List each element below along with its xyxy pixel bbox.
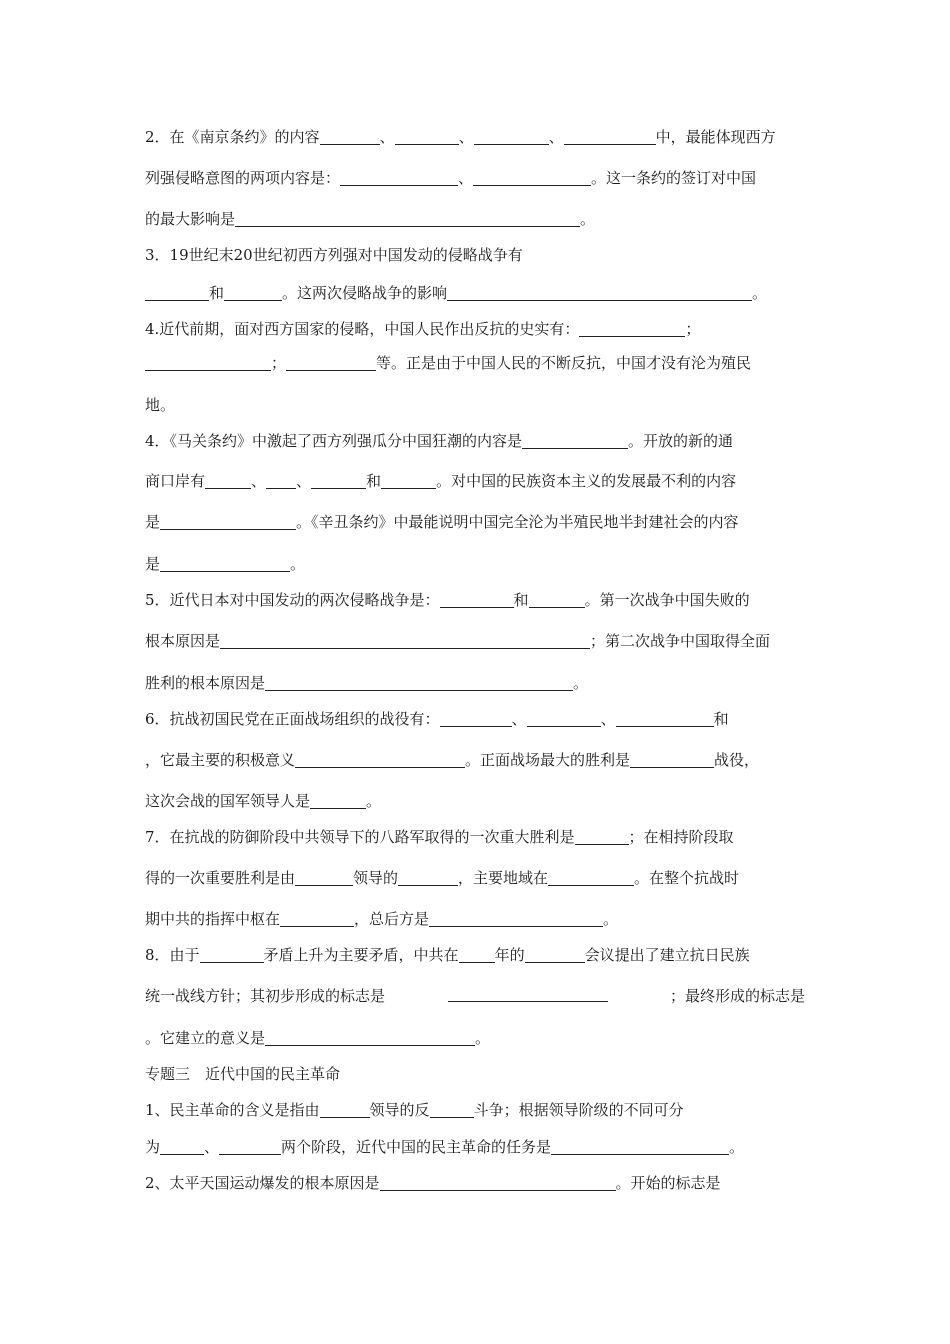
- blank[interactable]: [280, 910, 354, 927]
- q7-line-3: 期中共的指挥中枢在 ，总后方是 。: [145, 910, 619, 928]
- q7-line-1: 7．在抗战的防御阶段中共领导下的八路军取得的一次重大胜利是 ；在相持阶段取: [145, 828, 734, 846]
- q6-line-1: 6．抗战初国民党在正面战场组织的战役有： 、 、 和: [145, 710, 729, 728]
- blank[interactable]: [473, 169, 591, 186]
- blank[interactable]: [429, 910, 603, 927]
- blank[interactable]: [295, 751, 465, 768]
- s1-line-1: 1、民主革命的含义是指由 领导的反 斗争；根据领导阶级的不同可分: [145, 1101, 684, 1119]
- blank[interactable]: [295, 869, 353, 886]
- blank[interactable]: [579, 320, 685, 337]
- blank[interactable]: [200, 946, 264, 963]
- blank[interactable]: [440, 710, 512, 727]
- blank[interactable]: [320, 128, 380, 145]
- q8-line-3: 。它建立的意义是 。: [145, 1029, 491, 1047]
- q2-text: 2．在《南京条约》的内容: [145, 128, 320, 146]
- q8-line-1: 8．由于 矛盾上升为主要矛盾，中共在 年的 会议提出了建立抗日民族: [145, 946, 750, 964]
- blank[interactable]: [219, 1138, 281, 1155]
- q3-line-2: 和 。这两次侵略战争的影响 。: [145, 282, 805, 304]
- q4a-line-2: ； 等。正是由于中国人民的不断反抗，中国才没有沦为殖民: [145, 352, 805, 374]
- q4b-line-2: 商口岸有 、 、 和 。对中国的民族资本主义的发展最不利的内容: [145, 472, 737, 490]
- q5-line-1: 5．近代日本对中国发动的两次侵略战争是： 和 。第一次战争中国失败的: [145, 591, 750, 609]
- blank[interactable]: [380, 1174, 616, 1191]
- blank[interactable]: [630, 751, 714, 768]
- blank[interactable]: [474, 128, 549, 145]
- blank[interactable]: [459, 946, 495, 963]
- blank[interactable]: [395, 128, 459, 145]
- blank[interactable]: [265, 674, 573, 691]
- blank[interactable]: [266, 472, 296, 489]
- q4a-line-1: 4.近代前期，面对西方国家的侵略，中国人民作出反抗的史实有： ；: [145, 320, 701, 338]
- section-title: 专题三 近代中国的民主革命: [145, 1065, 341, 1083]
- blank[interactable]: [160, 555, 290, 572]
- q4a-line-3: 地。: [145, 396, 176, 414]
- blank[interactable]: [447, 284, 752, 301]
- blank[interactable]: [160, 513, 296, 530]
- blank[interactable]: [564, 128, 656, 145]
- blank[interactable]: [551, 1138, 729, 1155]
- blank[interactable]: [265, 1029, 475, 1046]
- blank[interactable]: [616, 710, 714, 727]
- q2-line-1: 2．在《南京条约》的内容 、 、 、 中，最能体现西方: [145, 128, 776, 146]
- q6-line-3: 这次会战的国军领导人是 。: [145, 792, 382, 810]
- q4b-line-4: 是 。: [145, 555, 306, 573]
- blank[interactable]: [381, 472, 436, 489]
- q4b-line-1: 4．《马关条约》中激起了西方列强瓜分中国狂潮的内容是 。开放的新的通: [145, 432, 734, 450]
- q5-line-2: 根本原因是 ；第二次战争中国取得全面: [145, 632, 771, 650]
- blank[interactable]: [522, 432, 628, 449]
- s1-line-2: 为 、 两个阶段，近代中国的民主革命的任务是 。: [145, 1138, 745, 1156]
- blank[interactable]: [525, 946, 585, 963]
- blank[interactable]: [220, 632, 590, 649]
- q6-line-2: ，它最主要的积极意义 。正面战场最大的胜利是 战役，: [145, 751, 760, 769]
- blank[interactable]: [548, 869, 634, 886]
- blank[interactable]: [448, 985, 608, 1002]
- blank[interactable]: [320, 1101, 370, 1118]
- s2-line-1: 2、太平天国运动爆发的根本原因是 。开始的标志是: [145, 1174, 721, 1192]
- blank[interactable]: [340, 169, 458, 186]
- blank[interactable]: [286, 354, 376, 371]
- blank[interactable]: [398, 869, 458, 886]
- blank[interactable]: [430, 1101, 474, 1118]
- blank[interactable]: [235, 210, 580, 227]
- blank[interactable]: [205, 472, 251, 489]
- blank[interactable]: [145, 354, 271, 371]
- q2-line-2: 列强侵略意图的两项内容是： 、 。这一条约的签订对中国: [145, 169, 757, 187]
- blank[interactable]: [160, 1138, 204, 1155]
- blank[interactable]: [224, 284, 282, 301]
- blank[interactable]: [145, 284, 209, 301]
- q8-line-2: 统一战线方针；其初步形成的标志是 ；最终形成的标志是: [145, 987, 805, 1005]
- blank[interactable]: [310, 792, 366, 809]
- blank[interactable]: [575, 828, 629, 845]
- q2-line-3: 的最大影响是 。: [145, 210, 596, 228]
- q5-line-3: 胜利的根本原因是 。: [145, 674, 589, 692]
- blank[interactable]: [311, 472, 366, 489]
- section-heading: [145, 1063, 805, 1085]
- q7-line-2: 得的一次重要胜利是由 领导的 ，主要地域在 。在整个抗战时: [145, 869, 740, 887]
- blank[interactable]: [527, 710, 601, 727]
- blank[interactable]: [440, 591, 514, 608]
- blank[interactable]: [529, 591, 585, 608]
- q4b-line-3: 是 。《辛丑条约》中最能说明中国完全沦为半殖民地半封建社会的内容: [145, 513, 739, 531]
- q3-line-1: 3．19世纪末20世纪初西方列强对中国发动的侵略战争有: [145, 246, 523, 264]
